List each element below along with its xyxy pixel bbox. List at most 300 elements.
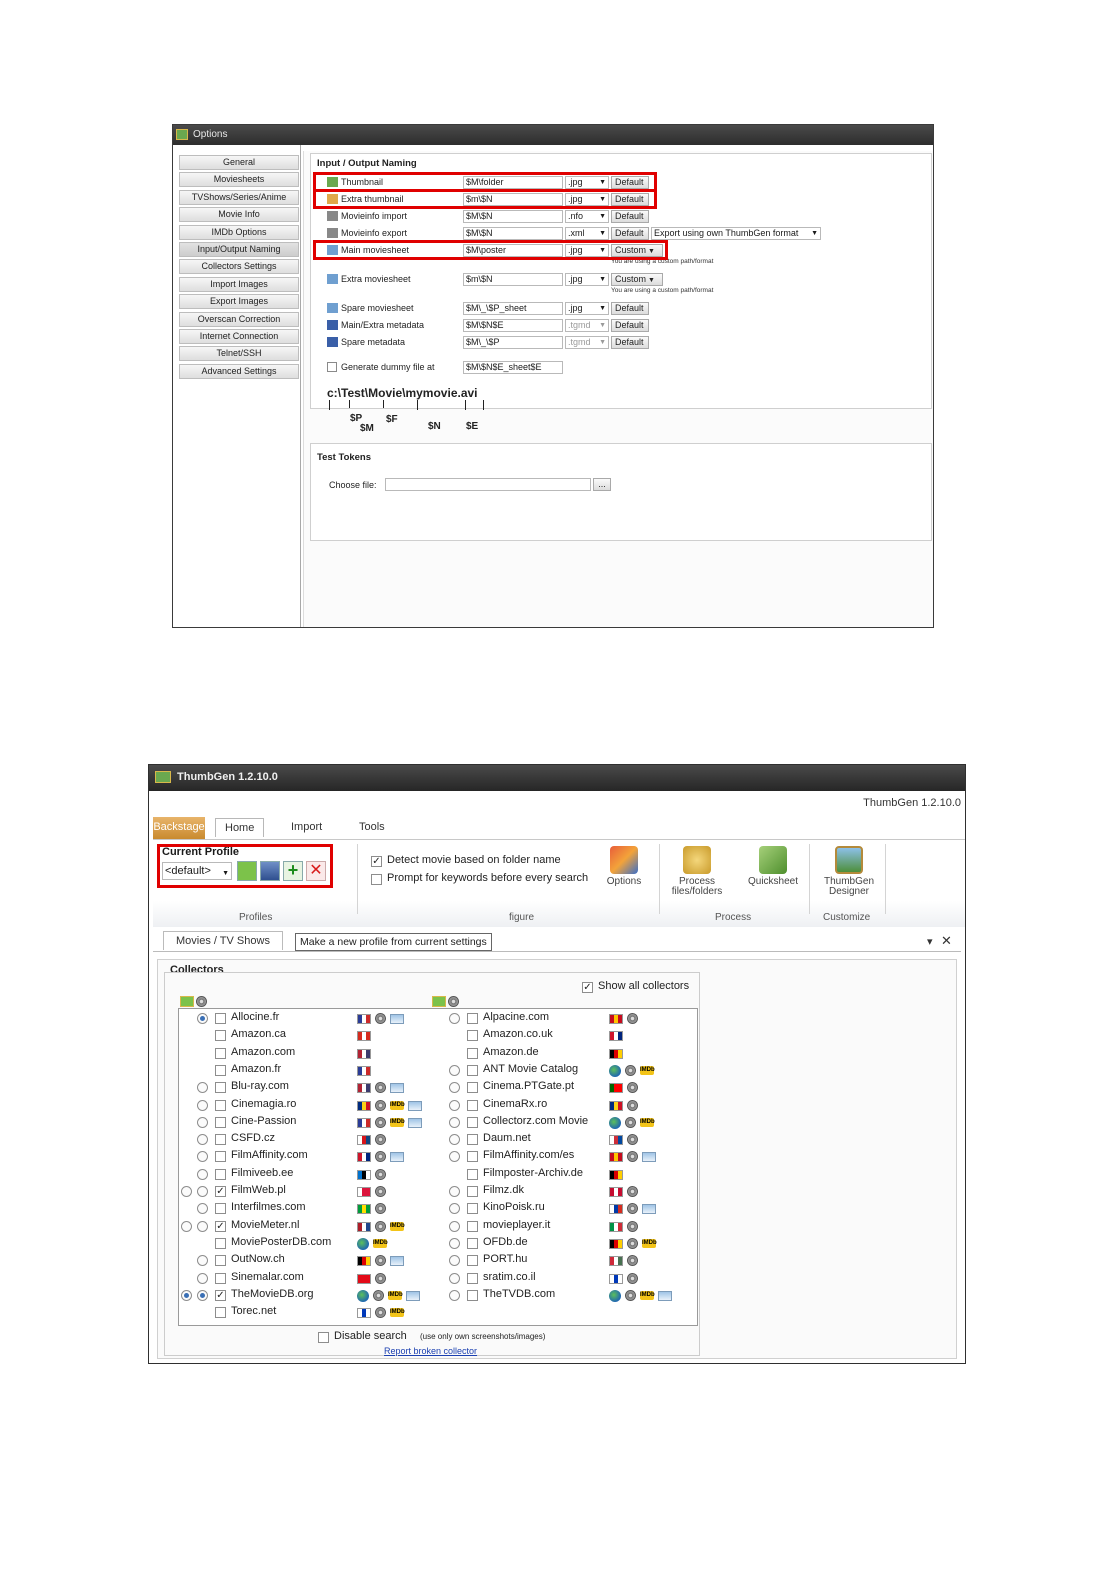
choose-file-label: Choose file:	[329, 480, 377, 490]
thumbnail-column-icon	[180, 996, 194, 1007]
chevron-down-icon: ▼	[599, 213, 606, 220]
dummy-checkbox[interactable]	[327, 362, 337, 372]
nav-item[interactable]: Moviesheets	[179, 172, 299, 187]
film-reel-icon	[625, 1065, 636, 1076]
process-button[interactable]	[665, 846, 729, 897]
flag-icon	[609, 1049, 623, 1059]
collector-name: Amazon.co.uk	[483, 1028, 553, 1041]
tab-backstage[interactable]: Backstage	[153, 817, 205, 839]
film-reel-icon	[375, 1151, 386, 1162]
radio-button[interactable]	[181, 1221, 192, 1232]
row-label: Main/Extra metadata	[341, 320, 425, 330]
custom-button[interactable]	[611, 273, 663, 286]
row-label: Spare moviesheet	[341, 303, 414, 313]
button-label: Default	[615, 211, 644, 221]
report-broken-link[interactable]: Report broken collector	[384, 1346, 478, 1356]
flag-icon	[357, 1170, 371, 1180]
image-icon	[408, 1118, 422, 1128]
film-reel-icon	[375, 1082, 386, 1093]
collector-name: sratim.co.il	[483, 1270, 536, 1283]
chevron-down-icon: ▼	[222, 870, 229, 877]
token-brackets	[327, 400, 487, 408]
film-reel-icon	[627, 1013, 638, 1024]
collector-name: ANT Movie Catalog	[483, 1062, 579, 1075]
radio-button[interactable]	[197, 1100, 208, 1111]
choose-file-input[interactable]	[385, 478, 591, 491]
collector-checkbox[interactable]	[215, 1134, 226, 1145]
row-path-field[interactable]: $M\$N$E	[463, 319, 563, 332]
row-ext-value: .jpg	[568, 245, 583, 255]
group-label-process: Process	[715, 912, 752, 923]
film-reel-icon	[373, 1290, 384, 1301]
button-label: Custom	[615, 274, 647, 284]
row-icon	[327, 211, 338, 221]
button-label: Default	[615, 228, 644, 238]
button-label: Custom	[615, 245, 647, 255]
radio-button[interactable]	[197, 1134, 208, 1145]
chevron-down-icon: ▼	[599, 247, 606, 254]
collector-name: Sinemalar.com	[231, 1270, 304, 1283]
export-format-value: Export using own ThumbGen format	[654, 228, 799, 238]
radio-button[interactable]	[197, 1221, 208, 1232]
flag-icon	[609, 1274, 623, 1284]
designer-icon	[835, 846, 863, 874]
imdb-icon: IMDb	[373, 1239, 388, 1246]
row-ext-select[interactable]	[565, 273, 609, 286]
collector-checkbox[interactable]	[467, 1048, 478, 1059]
designer-label: ThumbGen Designer	[823, 876, 875, 897]
row-label: Spare metadata	[341, 337, 406, 347]
collector-checkbox[interactable]	[215, 1048, 226, 1059]
row-ext-value: .nfo	[568, 211, 584, 221]
collector-name: MoviePosterDB.com	[231, 1235, 332, 1248]
flag-icon	[609, 1204, 623, 1214]
default-button[interactable]	[611, 336, 649, 349]
radio-button[interactable]	[449, 1100, 460, 1111]
radio-button[interactable]	[449, 1255, 460, 1266]
row-ext-value: .xml	[568, 228, 585, 238]
row-label: Movieinfo export	[341, 228, 408, 238]
radio-button[interactable]	[449, 1238, 460, 1249]
options-title: Options	[193, 129, 228, 140]
nav-item[interactable]: Input/Output Naming	[179, 242, 299, 257]
collector-checkbox[interactable]	[467, 1117, 478, 1128]
globe-icon	[357, 1238, 369, 1250]
radio-button[interactable]	[449, 1221, 460, 1232]
flag-icon	[609, 1187, 623, 1197]
row-ext-select[interactable]	[565, 336, 609, 349]
radio-button[interactable]	[449, 1186, 460, 1197]
flag-icon	[357, 1204, 371, 1214]
row-path-field[interactable]: $M\folder	[463, 176, 563, 189]
options-window	[172, 124, 934, 628]
collector-name: Amazon.com	[231, 1045, 296, 1058]
collector-name: Daum.net	[483, 1132, 531, 1145]
button-label: Default	[615, 337, 644, 347]
detect-checkbox[interactable]: ✓	[372, 856, 381, 867]
refresh-profile-icon[interactable]	[237, 861, 257, 881]
flag-icon	[609, 1170, 623, 1180]
film-reel-icon	[627, 1221, 638, 1232]
collector-name: Torec.net	[231, 1305, 277, 1318]
film-reel-icon	[625, 1117, 636, 1128]
imdb-icon: IMDb	[390, 1222, 405, 1229]
tab-home[interactable]: Home	[215, 818, 264, 837]
test-tokens-title: Test Tokens	[317, 452, 372, 463]
tab-movies-tv[interactable]: Movies / TV Shows	[163, 931, 283, 950]
row-highlight	[313, 189, 657, 209]
film-reel-icon	[375, 1203, 386, 1214]
group-label-profiles: Profiles	[239, 912, 273, 923]
options-icon	[610, 846, 638, 874]
imdb-icon: IMDb	[390, 1118, 405, 1125]
flag-icon	[609, 1031, 623, 1041]
collector-checkbox[interactable]	[467, 1255, 478, 1266]
row-label: Main moviesheet	[341, 245, 410, 255]
collector-checkbox[interactable]	[467, 1134, 478, 1145]
film-reel-icon	[627, 1134, 638, 1145]
nav-item[interactable]: Collectors Settings	[179, 259, 299, 274]
tab-tools[interactable]: Tools	[359, 821, 385, 833]
radio-button[interactable]	[449, 1273, 460, 1284]
image-icon	[642, 1204, 656, 1214]
nav-item[interactable]: Movie Info	[179, 207, 299, 222]
row-label: Extra moviesheet	[341, 274, 411, 284]
film-reel-icon	[375, 1307, 386, 1318]
globe-icon	[609, 1290, 621, 1302]
collector-checkbox[interactable]: ✓	[216, 1220, 225, 1232]
default-button[interactable]	[611, 319, 649, 332]
app-icon	[155, 771, 171, 783]
nav-item[interactable]: Telnet/SSH	[179, 346, 299, 361]
radio-button[interactable]	[449, 1065, 460, 1076]
nav-item[interactable]: Internet Connection	[179, 329, 299, 344]
token-m: $M	[360, 423, 374, 434]
collector-checkbox[interactable]	[467, 1186, 478, 1197]
collector-checkbox[interactable]	[467, 1030, 478, 1041]
collector-checkbox[interactable]	[215, 1117, 226, 1128]
radio-button[interactable]	[197, 1013, 208, 1024]
radio-button[interactable]	[197, 1082, 208, 1093]
collector-name: CinemaRx.ro	[483, 1097, 548, 1110]
image-icon	[658, 1291, 672, 1301]
options-titlebar	[173, 125, 933, 145]
row-path-field[interactable]: $M\$N	[463, 227, 563, 240]
group-label-configure: figure	[509, 912, 535, 923]
collector-checkbox[interactable]	[215, 1273, 226, 1284]
collector-name: Blu-ray.com	[231, 1080, 289, 1093]
collector-name: FilmAffinity.com	[231, 1149, 308, 1162]
add-profile-icon[interactable]: +	[283, 861, 303, 881]
image-icon	[390, 1083, 404, 1093]
imdb-icon: IMDb	[390, 1101, 405, 1108]
film-reel-icon	[196, 996, 207, 1007]
radio-button[interactable]	[181, 1290, 192, 1301]
collector-name: Cine-Passion	[231, 1114, 297, 1127]
radio-button[interactable]	[449, 1134, 460, 1145]
radio-button[interactable]	[197, 1117, 208, 1128]
row-ext-value: .tgmd	[568, 320, 591, 330]
ribbon-home-panel	[153, 839, 965, 927]
row-label: Thumbnail	[341, 177, 384, 187]
film-reel-icon	[625, 1290, 636, 1301]
globe-icon	[357, 1290, 369, 1302]
flag-icon	[357, 1014, 371, 1024]
collector-checkbox[interactable]: ✓	[216, 1289, 225, 1301]
flag-icon	[609, 1135, 623, 1145]
row-icon	[327, 303, 338, 313]
default-button[interactable]	[611, 227, 649, 240]
flag-icon	[357, 1274, 371, 1284]
collector-checkbox[interactable]	[215, 1307, 226, 1318]
row-label: Movieinfo import	[341, 211, 408, 221]
collector-checkbox[interactable]	[215, 1082, 226, 1093]
collector-checkbox[interactable]	[467, 1203, 478, 1214]
row-path-field[interactable]: $M\_\$P	[463, 336, 563, 349]
row-icon	[327, 274, 338, 284]
quicksheet-button[interactable]	[743, 846, 803, 887]
imdb-icon: IMDb	[640, 1291, 655, 1298]
row-path-field[interactable]: $M\poster	[463, 244, 563, 257]
chevron-down-icon: ▼	[646, 277, 655, 284]
image-icon	[390, 1152, 404, 1162]
flag-icon	[357, 1066, 371, 1076]
collector-name: Filmz.dk	[483, 1184, 524, 1196]
thumbnail-column-icon	[432, 996, 446, 1007]
radio-button[interactable]	[181, 1186, 192, 1197]
imdb-icon: IMDb	[390, 1309, 405, 1316]
pin-icon[interactable]: ▾	[927, 936, 933, 948]
row-ext-value: .jpg	[568, 303, 583, 313]
flag-icon	[609, 1222, 623, 1232]
options-button[interactable]	[599, 846, 649, 887]
nav-item[interactable]: Import Images	[179, 277, 299, 292]
nav-item[interactable]: IMDb Options	[179, 225, 299, 240]
token-e: $E	[466, 421, 479, 432]
custom-hint: You are using a custom path/format	[611, 287, 714, 294]
radio-button[interactable]	[197, 1169, 208, 1180]
button-label: Default	[615, 194, 644, 204]
collector-checkbox[interactable]	[467, 1065, 478, 1076]
default-button[interactable]	[611, 302, 649, 315]
radio-button[interactable]	[449, 1013, 460, 1024]
row-ext-value: .tgmd	[568, 337, 591, 347]
version-label: ThumbGen 1.2.10.0	[863, 797, 961, 809]
collector-name: TheTVDB.com	[483, 1287, 556, 1300]
collector-checkbox[interactable]	[215, 1151, 226, 1162]
collector-checkbox[interactable]	[467, 1273, 478, 1284]
browse-button[interactable]: ...	[593, 478, 611, 491]
button-label: Default	[615, 320, 644, 330]
close-icon[interactable]: ✕	[941, 933, 952, 948]
profile-select[interactable]	[162, 862, 232, 880]
flag-icon	[357, 1031, 371, 1041]
collectors-list	[178, 1008, 698, 1326]
radio-button[interactable]	[197, 1151, 208, 1162]
flag-icon	[609, 1083, 623, 1093]
collector-name: FilmAffinity.com/es	[483, 1149, 575, 1162]
radio-button[interactable]	[197, 1203, 208, 1214]
collector-name: KinoPoisk.ru	[483, 1201, 545, 1214]
nav-item[interactable]: General	[179, 155, 299, 170]
film-reel-icon	[375, 1134, 386, 1145]
collector-checkbox[interactable]	[467, 1100, 478, 1111]
collector-name: MovieMeter.nl	[231, 1218, 300, 1231]
process-label: Process files/folders	[671, 876, 723, 897]
chevron-down-icon: ▼	[811, 230, 818, 237]
collector-checkbox[interactable]	[467, 1238, 478, 1249]
options-label: Options	[606, 876, 642, 887]
collector-name: PORT.hu	[483, 1253, 528, 1266]
collector-checkbox[interactable]	[215, 1169, 226, 1180]
flag-icon	[609, 1256, 623, 1266]
collector-name: OFDb.de	[483, 1235, 528, 1248]
nav-item[interactable]: TVShows/Series/Anime	[179, 190, 299, 205]
collector-checkbox[interactable]	[215, 1238, 226, 1249]
collector-checkbox[interactable]	[215, 1065, 226, 1076]
film-reel-icon	[375, 1117, 386, 1128]
flag-icon	[357, 1083, 371, 1093]
imdb-icon: IMDb	[640, 1066, 655, 1073]
row-ext-select[interactable]	[565, 319, 609, 332]
image-icon	[390, 1014, 404, 1024]
image-icon	[408, 1101, 422, 1111]
radio-button[interactable]	[449, 1117, 460, 1128]
button-label: Default	[615, 303, 644, 313]
chevron-down-icon: ▼	[599, 322, 606, 329]
collector-checkbox[interactable]	[467, 1169, 478, 1180]
collector-name: Cinema.PTGate.pt	[483, 1080, 575, 1093]
token-n: $N	[428, 421, 441, 432]
flag-icon	[357, 1256, 371, 1266]
radio-button[interactable]	[197, 1186, 208, 1197]
film-reel-icon	[627, 1238, 638, 1249]
thumbgen-titlebar	[149, 765, 965, 791]
collector-checkbox[interactable]	[467, 1221, 478, 1232]
row-ext-select[interactable]	[565, 227, 609, 240]
separator	[885, 844, 886, 914]
chevron-down-icon: ▼	[646, 248, 655, 255]
chevron-down-icon: ▼	[599, 276, 606, 283]
nav-item[interactable]: Advanced Settings	[179, 364, 299, 379]
collector-checkbox[interactable]	[467, 1290, 478, 1301]
collector-checkbox[interactable]	[215, 1203, 226, 1214]
flag-icon	[357, 1118, 371, 1128]
row-icon	[327, 228, 338, 238]
collector-checkbox[interactable]	[467, 1082, 478, 1093]
profile-select-value: <default>	[165, 865, 211, 877]
save-profile-icon[interactable]	[260, 861, 280, 881]
collector-name: Filmposter-Archiv.de	[483, 1166, 584, 1179]
radio-button[interactable]	[449, 1203, 460, 1214]
row-ext-value: .jpg	[568, 194, 583, 204]
film-reel-icon	[627, 1273, 638, 1284]
test-tokens-group	[310, 443, 932, 541]
row-icon	[327, 337, 338, 347]
dummy-label: Generate dummy file at	[341, 362, 435, 372]
flag-icon	[609, 1101, 623, 1111]
collector-name: Amazon.de	[483, 1045, 539, 1058]
radio-button[interactable]	[449, 1290, 460, 1301]
button-label: Default	[615, 177, 644, 187]
collector-name: movieplayer.it	[483, 1218, 551, 1231]
thumbgen-title: ThumbGen 1.2.10.0	[177, 771, 278, 783]
globe-icon	[609, 1065, 621, 1077]
delete-profile-icon[interactable]: ✕	[306, 861, 326, 881]
collector-checkbox[interactable]	[215, 1030, 226, 1041]
token-f: $F	[386, 414, 398, 425]
image-icon	[406, 1291, 420, 1301]
flag-icon	[609, 1152, 623, 1162]
row-path-field[interactable]: $M\_\$P_sheet	[463, 302, 563, 315]
nav-item[interactable]: Export Images	[179, 294, 299, 309]
collector-name: Cinemagia.ro	[231, 1097, 297, 1110]
export-format-select[interactable]	[651, 227, 821, 240]
flag-icon	[357, 1152, 371, 1162]
film-reel-icon	[627, 1082, 638, 1093]
flag-icon	[609, 1239, 623, 1249]
row-ext-value: .jpg	[568, 177, 583, 187]
flag-icon	[357, 1222, 371, 1232]
row-ext-select[interactable]	[565, 210, 609, 223]
nav-item[interactable]: Overscan Correction	[179, 312, 299, 327]
radio-button[interactable]	[197, 1273, 208, 1284]
row-path-field[interactable]: $M\$N	[463, 210, 563, 223]
flag-icon	[357, 1308, 371, 1318]
collector-checkbox[interactable]	[215, 1255, 226, 1266]
flag-icon	[357, 1135, 371, 1145]
separator	[357, 844, 358, 914]
dummy-field[interactable]: $M\$N$E_sheet$E	[463, 361, 563, 374]
imdb-icon: IMDb	[640, 1118, 655, 1125]
show-all-checkbox[interactable]: ✓	[583, 982, 592, 993]
film-reel-icon	[375, 1255, 386, 1266]
collector-checkbox[interactable]	[467, 1151, 478, 1162]
radio-button[interactable]	[449, 1082, 460, 1093]
designer-button[interactable]	[821, 846, 877, 897]
options-nav	[173, 145, 301, 627]
row-path-field[interactable]: $m\$N	[463, 193, 563, 206]
radio-button[interactable]	[197, 1290, 208, 1301]
collector-name: CSFD.cz	[231, 1132, 275, 1145]
chevron-down-icon: ▼	[599, 339, 606, 346]
prompt-label: Prompt for keywords before every search	[387, 872, 589, 884]
radio-button[interactable]	[197, 1255, 208, 1266]
io-naming-title: Input / Output Naming	[317, 158, 417, 169]
collector-checkbox[interactable]	[467, 1013, 478, 1024]
radio-button[interactable]	[449, 1151, 460, 1162]
collector-name: Alpacine.com	[483, 1011, 550, 1023]
tab-import[interactable]: Import	[291, 821, 323, 833]
row-ext-select[interactable]	[565, 302, 609, 315]
film-reel-icon	[627, 1186, 638, 1197]
collector-checkbox[interactable]	[215, 1013, 226, 1024]
imdb-icon: IMDb	[642, 1239, 657, 1246]
collector-name: Allocine.fr	[231, 1011, 280, 1023]
globe-icon	[609, 1117, 621, 1129]
default-button[interactable]	[611, 210, 649, 223]
collector-checkbox[interactable]: ✓	[216, 1186, 225, 1197]
collector-checkbox[interactable]	[215, 1100, 226, 1111]
row-highlight	[313, 240, 668, 260]
prompt-checkbox[interactable]	[371, 874, 382, 885]
disable-search-checkbox[interactable]	[318, 1332, 329, 1343]
film-reel-icon	[627, 1100, 638, 1111]
collector-name: FilmWeb.pl	[231, 1184, 286, 1196]
film-reel-icon	[375, 1169, 386, 1180]
row-path-field[interactable]: $m\$N	[463, 273, 563, 286]
collector-name: Collectorz.com Movie	[483, 1114, 589, 1127]
